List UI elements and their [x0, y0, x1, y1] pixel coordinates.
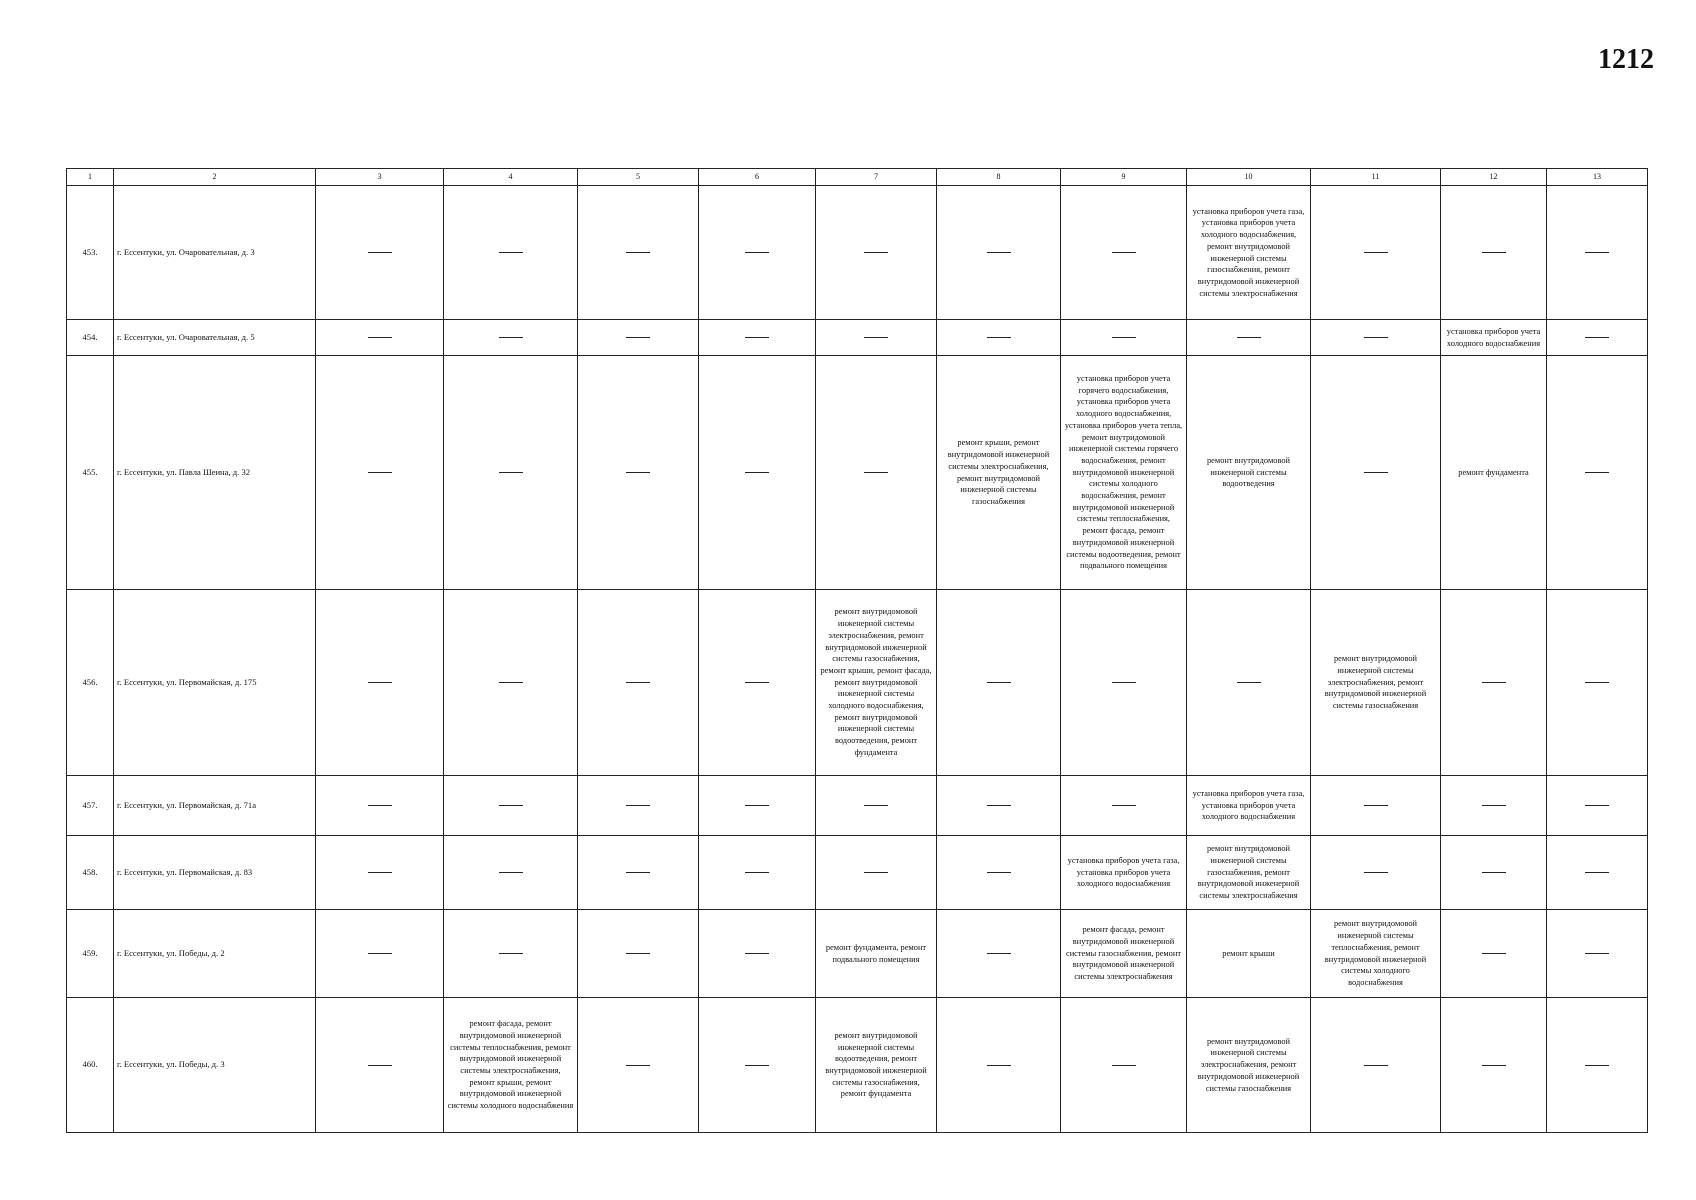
column-header-7: 7 — [816, 169, 937, 186]
empty-cell — [316, 836, 444, 910]
dash-mark — [626, 337, 650, 338]
dash-mark — [499, 953, 523, 954]
row-number: 455. — [67, 356, 114, 590]
empty-cell — [1311, 320, 1441, 356]
dash-mark — [626, 1065, 650, 1066]
dash-mark — [864, 337, 888, 338]
column-header-2: 2 — [114, 169, 316, 186]
row-number: 456. — [67, 590, 114, 776]
dash-mark — [745, 252, 769, 253]
works-text: установка приборов учета холодного водоснабжения — [1446, 326, 1541, 348]
column-header-11: 11 — [1311, 169, 1441, 186]
dash-mark — [1364, 252, 1388, 253]
dash-mark — [1112, 337, 1136, 338]
dash-mark — [368, 337, 392, 338]
dash-mark — [499, 337, 523, 338]
dash-mark — [1364, 337, 1388, 338]
empty-cell — [816, 776, 937, 836]
empty-cell — [444, 186, 578, 320]
dash-mark — [499, 682, 523, 683]
dash-mark — [1112, 682, 1136, 683]
empty-cell — [316, 186, 444, 320]
works-text: установка приборов учета газа, установка приборов учета холодного водоснабжения, ремонт внутридомовой инженерной системы газоснабжения, ремонт внутридомовой инженерной системы электроснабжения — [1192, 206, 1305, 298]
empty-cell — [1547, 356, 1648, 590]
empty-cell — [1441, 910, 1547, 998]
empty-cell — [816, 320, 937, 356]
empty-cell — [1061, 590, 1187, 776]
empty-cell — [1547, 998, 1648, 1133]
works-cell — [816, 590, 937, 776]
dash-mark — [368, 682, 392, 683]
empty-cell — [1441, 776, 1547, 836]
empty-cell — [1187, 320, 1311, 356]
dash-mark — [745, 872, 769, 873]
dash-mark — [1585, 252, 1609, 253]
empty-cell — [937, 910, 1061, 998]
column-header-3: 3 — [316, 169, 444, 186]
dash-mark — [368, 472, 392, 473]
empty-cell — [1547, 776, 1648, 836]
address-cell: г. Ессентуки, ул. Победы, д. 2 — [114, 910, 316, 998]
dash-mark — [1364, 872, 1388, 873]
address-cell: г. Ессентуки, ул. Павла Шеина, д. 32 — [114, 356, 316, 590]
works-cell — [816, 998, 937, 1133]
empty-cell — [444, 356, 578, 590]
column-header-12: 12 — [1441, 169, 1547, 186]
empty-cell — [937, 998, 1061, 1133]
dash-mark — [1585, 682, 1609, 683]
dash-mark — [745, 953, 769, 954]
table-body — [67, 186, 1648, 1133]
dash-mark — [1482, 252, 1506, 253]
column-header-8: 8 — [937, 169, 1061, 186]
table-row — [67, 998, 1648, 1133]
empty-cell — [699, 186, 816, 320]
dash-mark — [987, 252, 1011, 253]
dash-mark — [745, 682, 769, 683]
works-cell — [1187, 356, 1311, 590]
dash-mark — [987, 1065, 1011, 1066]
empty-cell — [1311, 186, 1441, 320]
empty-cell — [1441, 186, 1547, 320]
works-text: ремонт крыши — [1222, 948, 1275, 958]
dash-mark — [1364, 472, 1388, 473]
works-text: установка приборов учета газа, установка приборов учета холодного водоснабжения — [1067, 855, 1180, 889]
empty-cell — [937, 590, 1061, 776]
works-text: ремонт фасада, ремонт внутридомовой инженерной системы теплоснабжения, ремонт внутридомовой инженерной системы электроснабжения, ремонт крыши, ремонт внутридомовой инженерной системы холодного водоснабжения — [447, 1019, 574, 1111]
empty-cell — [1187, 590, 1311, 776]
address-cell: г. Ессентуки, ул. Победы, д. 3 — [114, 998, 316, 1133]
empty-cell — [699, 776, 816, 836]
dash-mark — [1237, 682, 1261, 683]
empty-cell — [816, 836, 937, 910]
works-cell — [1311, 590, 1441, 776]
column-header-1: 1 — [67, 169, 114, 186]
dash-mark — [1585, 1065, 1609, 1066]
empty-cell — [816, 186, 937, 320]
dash-mark — [864, 252, 888, 253]
address-cell: г. Ессентуки, ул. Очаровательная, д. 5 — [114, 320, 316, 356]
works-cell — [937, 356, 1061, 590]
dash-mark — [368, 252, 392, 253]
works-text: ремонт крыши, ремонт внутридомовой инженерной системы электроснабжения, ремонт внутридомовой инженерной системы газоснабжения — [947, 438, 1050, 506]
empty-cell — [1547, 836, 1648, 910]
empty-cell — [699, 356, 816, 590]
dash-mark — [1482, 1065, 1506, 1066]
dash-mark — [1364, 1065, 1388, 1066]
table-row — [67, 356, 1648, 590]
address-cell: г. Ессентуки, ул. Первомайская, д. 83 — [114, 836, 316, 910]
works-cell — [1061, 910, 1187, 998]
works-text: ремонт внутридомовой инженерной системы водоотведения, ремонт внутридомовой инженерной системы газоснабжения, ремонт фундамента — [825, 1030, 927, 1099]
row-number: 454. — [67, 320, 114, 356]
dash-mark — [499, 252, 523, 253]
empty-cell — [699, 836, 816, 910]
empty-cell — [937, 776, 1061, 836]
empty-cell — [1311, 776, 1441, 836]
dash-mark — [745, 1065, 769, 1066]
dash-mark — [1112, 805, 1136, 806]
dash-mark — [626, 472, 650, 473]
dash-mark — [1364, 805, 1388, 806]
dash-mark — [1585, 953, 1609, 954]
column-header-6: 6 — [699, 169, 816, 186]
dash-mark — [864, 872, 888, 873]
works-text: ремонт фундамента — [1458, 467, 1529, 477]
dash-mark — [368, 805, 392, 806]
empty-cell — [699, 320, 816, 356]
dash-mark — [987, 682, 1011, 683]
empty-cell — [937, 836, 1061, 910]
works-cell — [1187, 910, 1311, 998]
dash-mark — [987, 953, 1011, 954]
empty-cell — [1061, 320, 1187, 356]
row-number: 459. — [67, 910, 114, 998]
empty-cell — [1061, 186, 1187, 320]
header-row — [67, 169, 1648, 186]
dash-mark — [1482, 872, 1506, 873]
dash-mark — [1112, 1065, 1136, 1066]
empty-cell — [1441, 590, 1547, 776]
empty-cell — [578, 776, 699, 836]
dash-mark — [987, 872, 1011, 873]
empty-cell — [316, 910, 444, 998]
dash-mark — [1585, 472, 1609, 473]
dash-mark — [987, 805, 1011, 806]
dash-mark — [499, 805, 523, 806]
empty-cell — [1441, 836, 1547, 910]
dash-mark — [745, 472, 769, 473]
repair-schedule-table — [66, 168, 1648, 1133]
dash-mark — [626, 252, 650, 253]
table-row — [67, 320, 1648, 356]
works-cell — [1187, 776, 1311, 836]
empty-cell — [1311, 836, 1441, 910]
dash-mark — [499, 872, 523, 873]
column-header-13: 13 — [1547, 169, 1648, 186]
dash-mark — [1112, 252, 1136, 253]
empty-cell — [316, 998, 444, 1133]
row-number: 453. — [67, 186, 114, 320]
empty-cell — [578, 910, 699, 998]
dash-mark — [1237, 337, 1261, 338]
works-cell — [1061, 356, 1187, 590]
column-header-5: 5 — [578, 169, 699, 186]
dash-mark — [864, 472, 888, 473]
empty-cell — [578, 356, 699, 590]
works-cell — [1187, 998, 1311, 1133]
empty-cell — [699, 998, 816, 1133]
empty-cell — [444, 836, 578, 910]
works-cell — [816, 910, 937, 998]
works-text: ремонт внутридомовой инженерной системы теплоснабжения, ремонт внутридомовой инженерной системы холодного водоснабжения — [1324, 919, 1427, 987]
empty-cell — [699, 910, 816, 998]
works-cell — [1061, 836, 1187, 910]
dash-mark — [745, 805, 769, 806]
empty-cell — [578, 186, 699, 320]
repair-schedule-table-wrapper — [66, 168, 1647, 1133]
empty-cell — [1311, 998, 1441, 1133]
column-header-9: 9 — [1061, 169, 1187, 186]
row-number: 457. — [67, 776, 114, 836]
works-text: ремонт фундамента, ремонт подвального помещения — [825, 942, 927, 964]
works-text: ремонт внутридомовой инженерной системы водоотведения — [1206, 455, 1291, 489]
empty-cell — [1547, 910, 1648, 998]
works-cell — [444, 998, 578, 1133]
empty-cell — [699, 590, 816, 776]
dash-mark — [368, 953, 392, 954]
empty-cell — [578, 998, 699, 1133]
table-row — [67, 910, 1648, 998]
table-header — [67, 169, 1648, 186]
address-cell: г. Ессентуки, ул. Первомайская, д. 175 — [114, 590, 316, 776]
empty-cell — [578, 836, 699, 910]
dash-mark — [1585, 805, 1609, 806]
dash-mark — [1585, 872, 1609, 873]
dash-mark — [626, 953, 650, 954]
works-text: ремонт фасада, ремонт внутридомовой инженерной системы газоснабжения, ремонт внутридомовой инженерной системы электроснабжения — [1065, 925, 1182, 982]
column-header-4: 4 — [444, 169, 578, 186]
dash-mark — [987, 337, 1011, 338]
works-cell — [1441, 356, 1547, 590]
empty-cell — [444, 910, 578, 998]
dash-mark — [626, 805, 650, 806]
empty-cell — [937, 320, 1061, 356]
page-number: 1212 — [1598, 44, 1654, 75]
works-cell — [1187, 836, 1311, 910]
empty-cell — [1311, 356, 1441, 590]
row-number: 460. — [67, 998, 114, 1133]
address-cell: г. Ессентуки, ул. Очаровательная, д. 3 — [114, 186, 316, 320]
empty-cell — [316, 320, 444, 356]
empty-cell — [816, 356, 937, 590]
empty-cell — [444, 320, 578, 356]
works-cell — [1311, 910, 1441, 998]
dash-mark — [1482, 682, 1506, 683]
empty-cell — [1547, 186, 1648, 320]
dash-mark — [745, 337, 769, 338]
dash-mark — [626, 682, 650, 683]
empty-cell — [316, 776, 444, 836]
empty-cell — [316, 356, 444, 590]
table-row — [67, 590, 1648, 776]
empty-cell — [1441, 998, 1547, 1133]
empty-cell — [316, 590, 444, 776]
dash-mark — [368, 872, 392, 873]
dash-mark — [1482, 805, 1506, 806]
empty-cell — [444, 776, 578, 836]
empty-cell — [444, 590, 578, 776]
works-cell — [1187, 186, 1311, 320]
works-text: ремонт внутридомовой инженерной системы электроснабжения, ремонт внутридомовой инженерной системы газоснабжения — [1324, 654, 1427, 711]
works-cell — [1441, 320, 1547, 356]
empty-cell — [1061, 998, 1187, 1133]
works-text: установка приборов учета горячего водоснабжения, установка приборов учета холодного водоснабжения, установка приборов учета тепла, ремонт внутридомовой инженерной системы горячего водоснабжения, ремонт внутридомовой инженерной системы холодного водоснабжения, ремонт внутридомовой инженерной системы теплоснабжения, ремонт фасада, ремонт внутридомовой инженерной системы водоотведения, ремонт подвального помещения — [1064, 374, 1183, 571]
works-text: установка приборов учета газа, установка приборов учета холодного водоснабжения — [1192, 788, 1305, 822]
dash-mark — [499, 472, 523, 473]
dash-mark — [1585, 337, 1609, 338]
works-text: ремонт внутридомовой инженерной системы электроснабжения, ремонт внутридомовой инженерной системы газоснабжения, ремонт крыши, ремонт фасада, ремонт внутридомовой инженерной системы холодного водоснабжения, ремонт внутридомовой инженерной системы водоотведения, ремонт фундамента — [820, 607, 932, 757]
address-cell: г. Ессентуки, ул. Первомайская, д. 71а — [114, 776, 316, 836]
empty-cell — [937, 186, 1061, 320]
works-text: ремонт внутридомовой инженерной системы электроснабжения, ремонт внутридомовой инженерной системы газоснабжения — [1197, 1036, 1300, 1093]
table-row — [67, 186, 1648, 320]
empty-cell — [578, 320, 699, 356]
dash-mark — [626, 872, 650, 873]
empty-cell — [578, 590, 699, 776]
empty-cell — [1547, 320, 1648, 356]
works-text: ремонт внутридомовой инженерной системы газоснабжения, ремонт внутридомовой инженерной системы электроснабжения — [1197, 844, 1300, 901]
column-header-10: 10 — [1187, 169, 1311, 186]
dash-mark — [368, 1065, 392, 1066]
dash-mark — [864, 805, 888, 806]
empty-cell — [1061, 776, 1187, 836]
table-row — [67, 836, 1648, 910]
dash-mark — [1482, 953, 1506, 954]
empty-cell — [1547, 590, 1648, 776]
table-row — [67, 776, 1648, 836]
row-number: 458. — [67, 836, 114, 910]
